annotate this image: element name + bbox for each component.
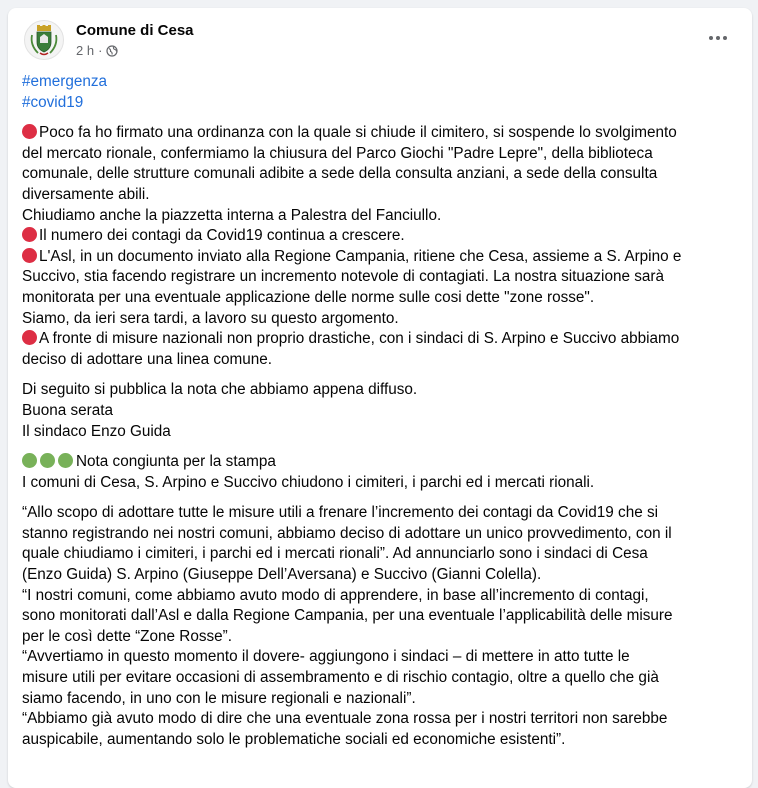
- text-line: “Abbiamo già avuto modo di dire che una eventuale zona rossa per i nostri territori non sarebbe: [22, 710, 668, 728]
- text-line: [22, 329, 738, 350]
- text-line: quale chiudiamo i cimiteri, i parchi ed i mercati rionali”. Ad annunciarlo sono i sindaci di Cesa: [22, 545, 648, 563]
- text-line: Succivo, stia facendo registrare un incremento notevole di contagiati. La nostra situazione sarà: [22, 268, 664, 286]
- text-line: auspicabile, aumentando solo le problematiche sociali ed economiche esistenti”.: [22, 730, 566, 748]
- hashtag-emergenza[interactable]: #emergenza: [22, 73, 108, 90]
- text-line: Il sindaco Enzo Guida: [22, 422, 171, 440]
- post-header: [24, 20, 736, 64]
- text-line: deciso di adottare una linea comune.: [22, 350, 273, 368]
- text-line: Buona serata: [22, 401, 113, 419]
- red-circle-emoji-icon: [22, 227, 37, 242]
- post-card: [8, 8, 752, 788]
- paragraph-quotes: [22, 503, 738, 750]
- text-line: [22, 123, 738, 144]
- text-line: del mercato rionale, confermiamo la chiusura del Parco Giochi "Padre Lepre", della biblioteca: [22, 144, 653, 162]
- red-circle-emoji-icon: [22, 330, 37, 345]
- text-line: “Avvertiamo in questo momento il dovere- aggiungono i sindaci – di mettere in atto tutte le: [22, 648, 630, 666]
- text-line: misure utili per evitare occasioni di assembramento e di rischio contagio, oltre a quello che già: [22, 669, 659, 687]
- more-options-icon[interactable]: [700, 24, 736, 52]
- paragraph-ordinance: [22, 123, 738, 370]
- text-line: per le così dette “Zone Rosse”.: [22, 627, 233, 645]
- text-line: [22, 226, 738, 247]
- hashtag-covid19[interactable]: #covid19: [22, 93, 84, 111]
- page-name[interactable]: Comune di Cesa: [76, 22, 194, 39]
- text-line: [22, 247, 738, 268]
- green-circle-emoji-icon: [58, 453, 73, 468]
- text-line: “I nostri comuni, come abbiamo avuto modo di apprendere, in base all’incremento di contagi,: [22, 586, 649, 604]
- meta-separator: ·: [98, 43, 103, 58]
- green-circle-emoji-icon: [22, 453, 37, 468]
- text-line: (Enzo Guida) S. Arpino (Giuseppe Dell’Aversana) e Succivo (Gianni Colella).: [22, 566, 542, 584]
- globe-icon[interactable]: [106, 45, 118, 57]
- paragraph-closing: [22, 380, 738, 442]
- line-text: A fronte di misure nazionali non proprio drastiche, con i sindaci di S. Arpino e Succivo abbiamo: [39, 330, 680, 348]
- line-text: Il numero dei contagi da Covid19 continua a crescere.: [39, 227, 405, 245]
- page-avatar[interactable]: [24, 20, 64, 60]
- press-note-title: Nota congiunta per la stampa: [76, 453, 276, 471]
- red-circle-emoji-icon: [22, 124, 37, 139]
- text-line: Siamo, da ieri sera tardi, a lavoro su questo argomento.: [22, 309, 399, 327]
- text-line: diversamente abili.: [22, 185, 150, 203]
- coat-of-arms-icon: [25, 21, 63, 59]
- spacer: [22, 113, 738, 123]
- paragraph-press-note: [22, 452, 738, 493]
- line-text: L'Asl, in un documento inviato alla Regione Campania, ritiene che Cesa, assieme a S. Arpino e: [39, 247, 682, 265]
- red-circle-emoji-icon: [22, 248, 37, 263]
- post-body: [22, 72, 738, 750]
- text-line: Di seguito si pubblica la nota che abbiamo appena diffuso.: [22, 381, 418, 399]
- spacer: [22, 442, 738, 452]
- text-line: “Allo scopo di adottare tutte le misure utili a frenare l’incremento dei contagi da Covid19 che si: [22, 504, 659, 522]
- spacer: [22, 493, 738, 503]
- text-line: sono monitorati dall’Asl e dalla Regione Campania, per una eventuale l’applicabilità delle misure: [22, 607, 673, 625]
- text-line: [22, 452, 738, 473]
- text-line: stanno registrando nei nostri comuni, abbiamo deciso di adottare un unico provvedimento, con il: [22, 524, 672, 542]
- line-text: Poco fa ho firmato una ordinanza con la quale si chiude il cimitero, si sospende lo svolgimento: [39, 124, 677, 142]
- text-line: I comuni di Cesa, S. Arpino e Succivo chiudono i cimiteri, i parchi ed i mercati rionali.: [22, 473, 595, 491]
- text-line: Chiudiamo anche la piazzetta interna a Palestra del Fanciullo.: [22, 206, 442, 224]
- post-time[interactable]: 2 h: [76, 43, 95, 58]
- spacer: [22, 370, 738, 380]
- text-line: monitorata per una eventuale applicazione delle norme sulle cosi dette "zone rosse".: [22, 288, 595, 306]
- text-line: comunale, delle strutture comunali adibite a sede della consulta anziani, a sede della consulta: [22, 165, 658, 183]
- green-circle-emoji-icon: [40, 453, 55, 468]
- post-meta: [76, 43, 118, 58]
- text-line: siamo facendo, in uno con le misure regionali e nazionali”.: [22, 689, 416, 707]
